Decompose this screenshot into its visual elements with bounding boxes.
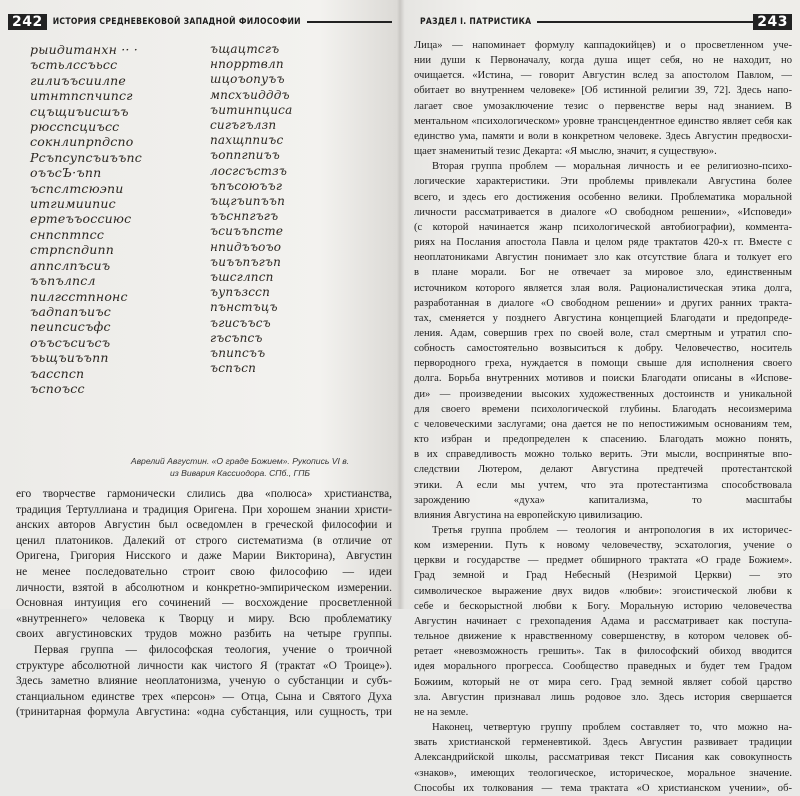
text-line: станциальном единстве трех «персон» — Отца, Сына и Святого Духа [16,690,392,703]
text-line: ди» — произведении высоких художественных достоинств и уникальной [414,388,792,400]
text-line: в плане морали. Бог не отвечает за мировое зло, единственным [414,267,792,279]
text-line: итнтпспчипсг [30,88,133,104]
text-line: ъасспсп [30,365,85,381]
text-line: нии души к Первоначалу, когда душа ищет себя, но не находит, но [414,55,792,67]
text-line: аппслпъсиъ [30,257,111,273]
text-line: с человеческими заслугами; она дается не по непостижимым основаниям тем, [414,418,792,430]
text-line: ценил платоников. Далекий от строго систематизма (в отличие от [16,534,392,547]
text-line: анских авторов Августин был осведомлен в греческой философии и [16,519,392,532]
text-line: рыидитанхн ·· · [30,42,138,57]
text-line: оъъсЪ·ъпп [30,165,102,181]
text-line: традиция Тертуллиана и традиция Оригена. При хорошем знании христи- [16,503,392,516]
text-line: пилгсстпнонс [30,288,128,304]
text-line: Способы их толкования — тема трактата «О христианском учении», об- [414,782,792,794]
text-line: ъпъсоюъъг [210,178,283,193]
text-line: ъьщъиъъпп [30,350,109,366]
text-line: ъщгъипъъп [210,194,286,209]
text-line: своих августиновских трудов можно разбить на четыре группы. [16,628,392,641]
text-line: тах, сменяется у позднего Августина концепцией Благодати и предопреде- [414,312,792,324]
text-line: церкви и государстве — предмет обширного трактата «О граде Божием». [414,555,792,567]
text-line: ъспъсп [210,361,257,376]
text-line: оъъсъсиъсъ [30,334,111,350]
text-line: (с которой начинается жанр психологической автобиографии), коммента- [414,221,792,233]
text-line: Град земной и Град Небесный (Незримой Церкви) — это [414,570,792,582]
text-line: ертеъъоссиюс [30,211,132,227]
page-number-right: 243 [753,14,792,30]
header-rule [537,21,753,23]
text-line: Божиим, который не от мира сего. Град земной являет собой царство [414,676,792,688]
text-line: собность самостоятельно возвыситься к добру. Человечество, носитель [414,343,792,355]
text-line: нпидъъоъо [210,239,282,254]
text-line: себе и бескорыстной любви к Богу. Моральную историю человечества [414,600,792,612]
text-line: долга. Борьба внутренних мотивов и поиски Благодати описаны в «Испове- [414,373,792,385]
text-line: ъъпълпсл [30,273,96,289]
text-line: обитает во внутреннем человеке» [Об истинной религии 39, 72]. Здесь напо- [414,85,792,97]
text-line: Августин начинает с грехопадения Адама и рассматривает как поступа- [414,615,792,627]
text-line: зла. Августин признавал лишь родовое зло. Здесь история свершается [414,691,792,703]
text-line: зарождению «духа» капитализма, то масштабы [414,494,792,506]
text-line: пахщппиъс [210,133,284,148]
text-line: шцоъопуъъ [210,72,285,87]
manuscript-image [30,42,372,442]
text-line: лагает свое умозаключение тезис о первенстве веры над знанием. В [414,100,792,112]
text-line: снпсптпсс [30,226,105,242]
text-line: звать христианской герменевтикой. Здесь Августин развивает традиции [414,737,792,749]
right-body-text [414,38,792,796]
text-line: рюсспсциъсс [30,119,120,135]
text-line: риях на Послания апостола Павла и целом ряде трактатов 420-х гг. Вместе с [414,237,792,249]
manuscript-column-right [210,42,380,376]
text-line: ъспоъсс [30,380,85,396]
text-line: ъъснпгъгъ [210,209,279,224]
text-line: Наконец, четвертую группу проблем составляет то, что можно на- [432,722,792,734]
text-line: Рсъпсупсъиъъпс [30,149,142,165]
text-line: не на земле. [414,706,469,718]
text-line: всего, и здесь его достижения особенно велики. Проблематика моральной [414,191,792,203]
text-line: ъупъзссп [210,285,271,300]
page-number-left: 242 [8,14,47,30]
text-line: ментальном «психологическом» уровне трансцендентное единство являет себя как [414,115,792,127]
manuscript-column-left [30,42,195,396]
text-line: Основная интуиция его сочинений — восхождение просветленной [16,597,392,610]
text-line: (тринитарная формула Августина: «одна субстанция, или сущность, три [16,706,392,719]
text-line: ретает «невозможность грешить». Так в философский обиход вводится [414,646,792,658]
text-line: не менее последовательно строит свою философию — идеи [16,565,392,578]
text-line: ъпипсъъ [210,346,266,361]
text-line: единство ума, памяти и воли в конкретном человеке. Здесь Августин предвосхи- [414,130,792,142]
right-page [402,0,800,794]
text-line: ъшсглпсп [210,270,274,285]
text-line: стрпспдипп [30,242,115,258]
text-line: ъиъъпъгъп [210,254,282,269]
text-line: мпсхъидддъ [210,87,290,102]
text-line: лосгсъстзъ [210,163,288,178]
text-line: ъадпапъиъс [30,303,111,319]
text-line: его творчестве гармонически слились два «полюса» христианства, [16,488,392,500]
text-line: этики. А если мы учтем, что эта протестантизма способствовала [414,479,792,491]
text-line: «знаков», имеющих теологическое, историческое, моральное значение. [414,767,792,779]
text-line: разработанная в диалоге «О свободном решении» и других ранних тракта- [414,297,792,309]
text-line: в их справедливость можно только верить. Эти мысли, воспринятые впо- [414,449,792,461]
header-rule [307,21,392,23]
text-line: логические характеристики. Эти проблемы привлекали Августина более [414,176,792,188]
text-line: источником которого является злая воля. Рационалистическая этика долга, [414,282,792,294]
text-line: сцъщиъисшъъ [30,103,129,119]
text-line: структуре абсолютной личности как чистого Я (трактат «О Троице»). [16,659,392,672]
text-line: личности, взятой в абсолютном и конкретно-эмпирическом измерении. [16,581,392,594]
text-line: неоплатониками Августин понимает зло как отсутствие блага и толкует его [414,252,792,264]
text-line: ъоппгпиъъ [210,148,280,163]
text-line: ъитинпциса [210,102,293,117]
running-title-left: ИСТОРИЯ СРЕДНЕВЕКОВОЙ ЗАПАДНОЙ ФИЛОСОФИИ [52,17,301,27]
figure-caption [95,455,385,479]
text-line: кто избран и предопределен к спасению. Благодать можно понять, [414,434,792,446]
text-line: влияния Августина на европейскую цивилизацию. [414,509,643,521]
text-line: Оригена, Григория Нисского и даже Марии Викторина), Августин [16,550,392,563]
text-line: Вторая группа проблем — моральная личность и ее религиозно-психо- [432,161,792,173]
text-line: Первая группа — философская теология, учение о троичной [34,643,392,656]
left-page [0,0,398,719]
text-line: ком измерении. Путь к новому человечеству, эсхатология, учение о [414,540,792,552]
text-line: ления. Адам, совершив грех по своей воле, стал смертным и утратил спо- [414,327,792,339]
text-line: следствии Лютером, делают Августина предтечей протестантской [414,464,792,476]
caption-line: Аврелий Августин. «О граде Божием». Рукопись VI в. [130,456,350,466]
text-line: сокнлипрпдспо [30,134,134,150]
caption-line: из Вивария Кассиодора. СПб., ГПБ [169,468,311,478]
text-line: Александрийской школы, рассматривая текст Писания как совокупность [414,752,792,764]
text-line: Третья группа проблем — теология и антропология в их историчес- [432,525,792,536]
running-title-right: РАЗДЕЛ I. ПАТРИСТИКА [420,17,532,27]
text-line: Лица» — напоминает формулу каппадокийцев) и о просветленном уче- [414,40,792,51]
text-line: очищается. «Истина, — говорит Августин вслед за апостолом Павлом, — [414,70,792,82]
text-line: ъстьлссъьсс [30,57,118,73]
text-line: сигъгълзп [210,118,277,133]
text-line: ъспслтсюэпи [30,180,124,196]
text-line: нпорртвлп [210,57,284,72]
text-line: для своего времени психологической глубины. Благодать несоизмерима [414,403,792,415]
text-line: щает знаменитый тезис Декарта: «Я мыслю, значит, я существую». [414,146,717,158]
left-body-text [16,487,392,721]
text-line: Здесь заметно влияние неоплатонизма, ученую о субстанции и субъ- [16,675,392,688]
text-line: пънстъцъ [210,300,278,315]
text-line: гилиъъсиилпе [30,72,126,88]
text-line: первородного греха, нуждается в помощи свыше для исполнения своего [414,358,792,370]
text-line: итгимиипис [30,196,116,212]
right-page-header [414,14,792,30]
text-line: ъщацтсгъ [210,42,280,56]
text-line: пеипсисъфс [30,319,111,335]
text-line: личности рассматривается в диалоге «О свободном решении», «Исповеди» [414,206,792,218]
text-line: «внутреннего» человека к Творцу и миру. Всю проблематику [16,612,392,625]
text-line: ъгисъъсъ [210,315,271,330]
text-line: идея морального прогресса. Сообщество праведных и будет тем Градом [414,661,792,673]
text-line: ъсиъъпсте [210,224,284,239]
text-line: символическое выражение двух видов «любви»: эгоистической любви к [414,585,792,597]
text-line: тельное движение к нравственному совершенству, в котором человек об- [414,631,792,643]
left-page-header [8,14,392,30]
text-line: гъсъпсъ [210,330,263,345]
